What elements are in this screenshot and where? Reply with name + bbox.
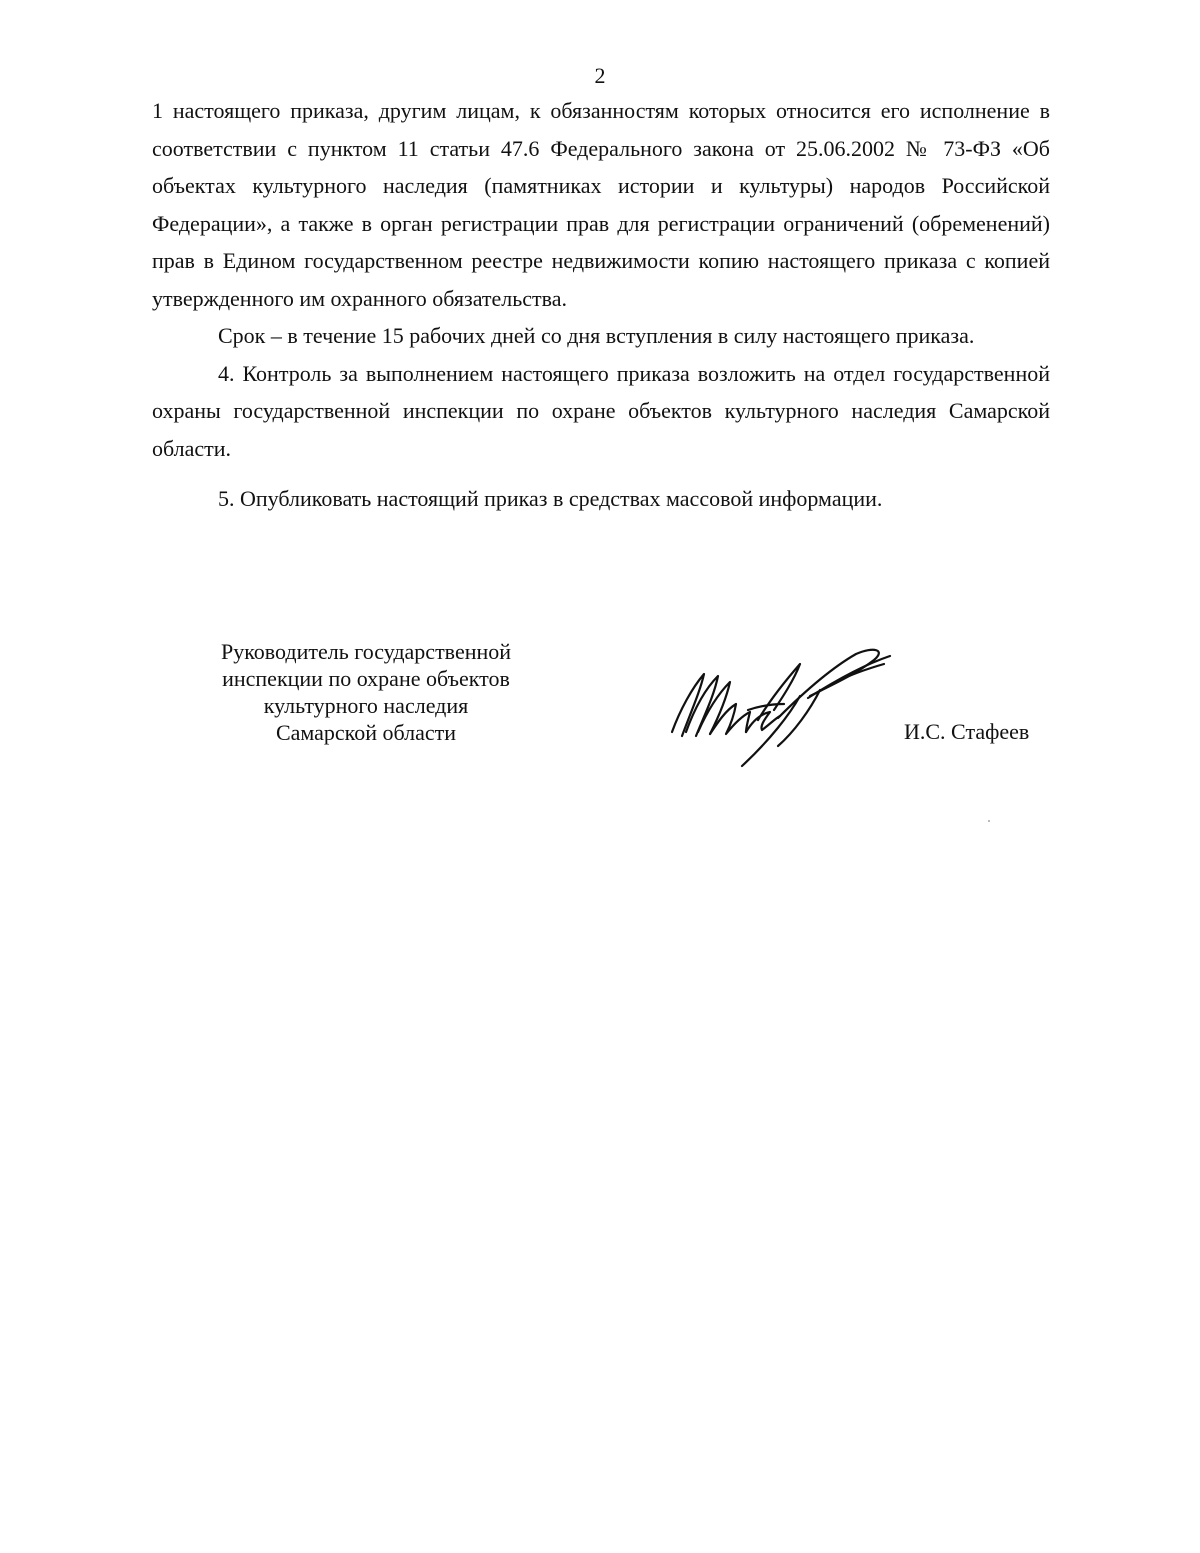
paragraph-item-5: 5. Опубликовать настоящий приказ в средствах массовой информации. bbox=[218, 486, 883, 511]
paragraph-deadline: Срок – в течение 15 рабочих дней со дня вступления в силу настоящего приказа. bbox=[218, 323, 975, 348]
signatory-title-line: инспекции по охране объектов bbox=[222, 666, 510, 691]
signatory-title-line: Самарской области bbox=[275, 720, 457, 745]
paragraph-item-4: 4. Контроль за выполнением настоящего приказа возложить на отдел государственной охраны государственной инспекции по охране объектов культурного наследия Самарской области. bbox=[152, 360, 1050, 461]
signatory-title-line: культурного наследия bbox=[263, 693, 469, 718]
scan-artifact bbox=[988, 820, 990, 822]
handwritten-signature bbox=[660, 640, 910, 770]
page-number: 2 bbox=[594, 63, 606, 88]
document-body bbox=[152, 92, 1050, 518]
signer-name: И.С. Стафеев bbox=[904, 719, 1030, 744]
signatory-title bbox=[190, 638, 542, 746]
paragraph-continuation: 1 настоящего приказа, другим лицам, к обязанностям которых относится его исполнение в соответствии с пунктом 11 статьи 47.6 Федерального закона от 25.06.2002 № 73-ФЗ «Об объектах культурного наследия (памятниках истории и культуры) народов Российской Федерации», а также в орган регистрации прав для регистрации ограничений (обременений) прав в Едином государственном реестре недвижимости копию настоящего приказа с копией утвержденного им охранного обязательства. bbox=[152, 98, 1050, 311]
signatory-title-line: Руководитель государственной bbox=[220, 639, 512, 664]
